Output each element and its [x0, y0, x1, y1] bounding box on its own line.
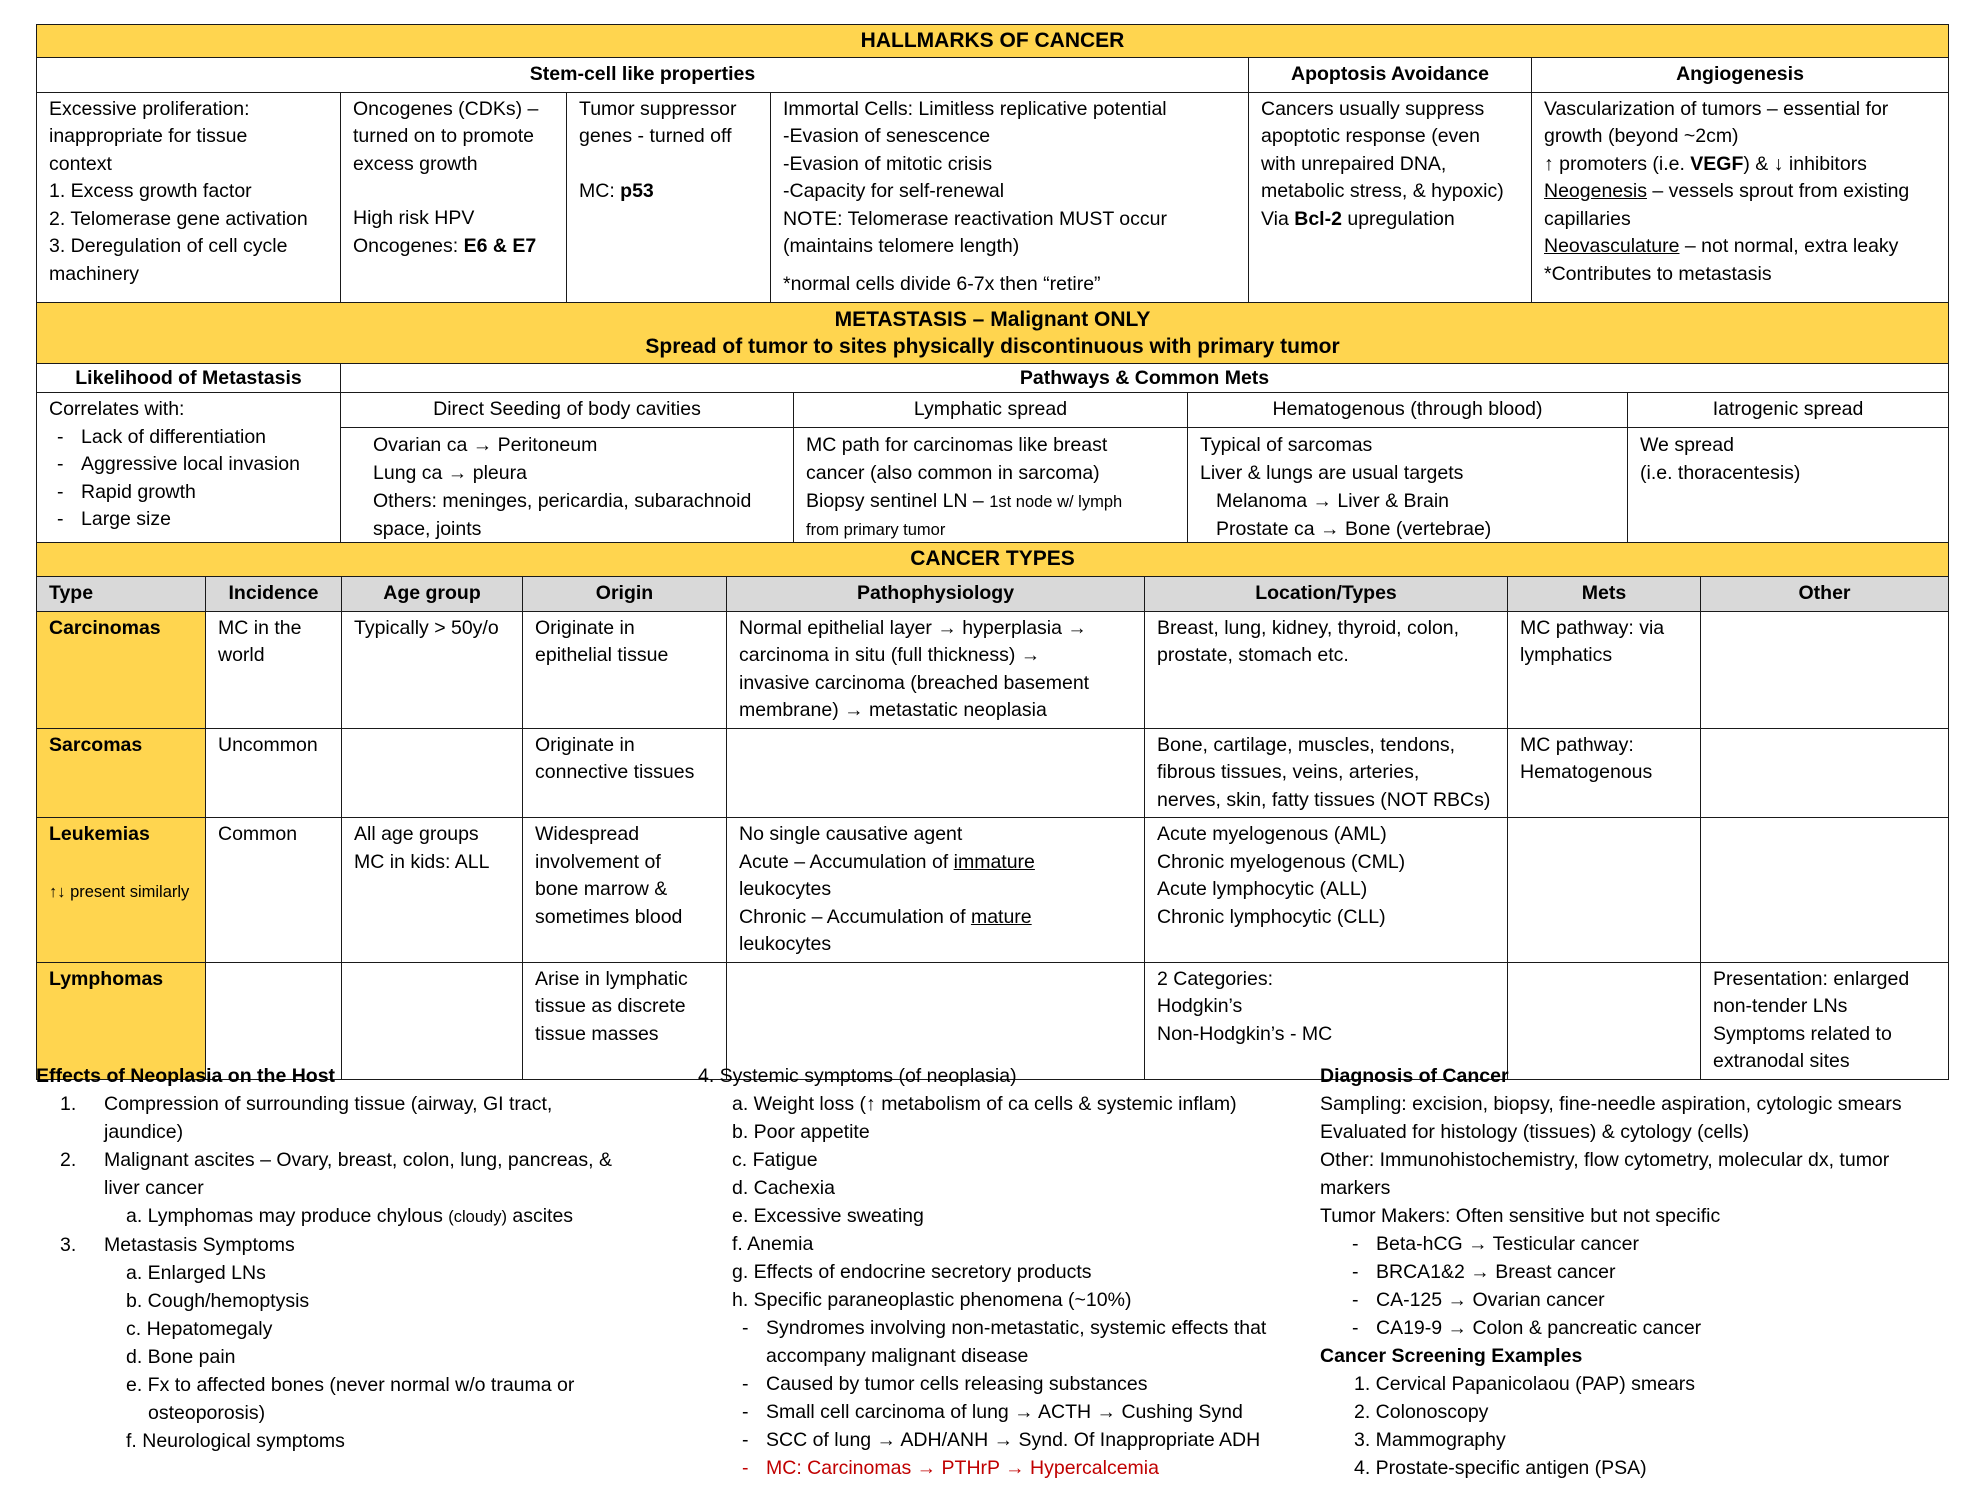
- oncogenes-label: Oncogenes:: [353, 234, 464, 257]
- systemic-red-dash: - MC: Carcinomas → PTHrP → Hypercalcemia: [734, 1454, 1318, 1482]
- systemic-dash: - Caused by tumor cells releasing substances: [734, 1370, 1318, 1398]
- immortal-line: -Evasion of senescence: [783, 125, 991, 147]
- cell-other: [1701, 611, 1949, 728]
- angio-text: ) & ↓ inhibitors: [1743, 152, 1867, 175]
- direct-line: Others: meninges, pericardia, subarachnoid: [373, 489, 752, 512]
- effects-small: (cloudy): [448, 1208, 507, 1226]
- angio-text: ↑ promoters (i.e.: [1544, 152, 1691, 175]
- lymph-small-line: from primary tumor: [806, 520, 946, 539]
- diagnosis-line: markers: [1320, 1177, 1391, 1199]
- proliferation-line: Excessive proliferation:: [49, 97, 250, 120]
- suppressor-line: Tumor suppressor: [579, 97, 737, 120]
- cell-line: MC in the: [218, 616, 302, 639]
- hemato-line: Typical of sarcomas: [1200, 433, 1373, 456]
- hemato-line: Liver & lungs are usual targets: [1200, 461, 1464, 484]
- systemic-item: c. Fatigue: [732, 1149, 818, 1171]
- hematogenous-header: Hematogenous (through blood): [1188, 393, 1628, 428]
- direct-seeding-cell: [341, 427, 794, 547]
- cell-line: nerves, skin, fatty tissues (NOT RBCs): [1157, 788, 1491, 811]
- angio-line: Vascularization of tumors – essential for: [1544, 97, 1889, 120]
- cell-age: Typically > 50y/o: [342, 611, 523, 728]
- type-sarcomas: Sarcomas: [37, 728, 206, 818]
- diagnosis-line: Sampling: excision, biopsy, fine-needle aspiration, cytologic smears: [1320, 1093, 1902, 1115]
- correlate-item: - Large size: [49, 506, 328, 534]
- effects-sub: d. Bone pain: [126, 1346, 236, 1368]
- effects-num: 1.: [60, 1093, 77, 1115]
- cell-age: [342, 728, 523, 818]
- cell-line: leukocytes: [739, 933, 832, 955]
- cell-line: involvement of: [535, 850, 661, 873]
- iatrogenic-header: Iatrogenic spread: [1628, 393, 1949, 428]
- cell-incidence: Common: [206, 818, 342, 963]
- hematogenous-cell: [1188, 427, 1628, 547]
- systemic-item: f. Anemia: [732, 1233, 814, 1255]
- cell-origin: [523, 728, 727, 818]
- effects-sub: osteoporosis): [148, 1402, 266, 1424]
- table-row: [37, 818, 1949, 963]
- marker-item: - CA-125 → Ovarian cancer: [1344, 1286, 1950, 1314]
- proliferation-cell: [37, 92, 341, 306]
- type-leukemias: [37, 818, 206, 963]
- hemato-line: Prostate ca → Bone (vertebrae): [1216, 517, 1492, 540]
- effects-num: 2.: [60, 1149, 77, 1171]
- effects-item: [36, 1231, 696, 1455]
- oncogenes-line: High risk HPV: [353, 207, 475, 229]
- effects-item: [36, 1146, 696, 1231]
- cell-line: No single causative agent: [739, 823, 963, 845]
- cell-line: world: [218, 644, 265, 666]
- systemic-item: g. Effects of endocrine secretory products: [732, 1261, 1092, 1283]
- direct-line: Lung ca → pleura: [373, 461, 527, 484]
- effects-sub: c. Hepatomegaly: [126, 1318, 273, 1340]
- cell-patho: [727, 728, 1145, 818]
- effects-line: Malignant ascites – Ovary, breast, colon, lung, pancreas, &: [104, 1149, 612, 1171]
- cell-line: All age groups: [354, 823, 479, 845]
- proliferation-line: 1. Excess growth factor: [49, 180, 252, 202]
- immortal-line: -Evasion of mitotic crisis: [783, 152, 993, 175]
- cell-other: [1701, 818, 1949, 963]
- col-header-other: Other: [1701, 577, 1949, 612]
- oncogenes-line: turned on to promote: [353, 125, 535, 147]
- effects-num: 3.: [60, 1234, 77, 1256]
- cell-mets: [1508, 818, 1701, 963]
- cell-line: Chronic lymphocytic (CLL): [1157, 905, 1386, 928]
- suppressor-cell: [567, 92, 771, 306]
- proliferation-line: machinery: [49, 262, 139, 285]
- proliferation-line: inappropriate for tissue: [49, 125, 248, 147]
- cell-mets: [1508, 728, 1701, 818]
- cell-line: extranodal sites: [1713, 1050, 1850, 1072]
- iatrogenic-cell: [1628, 427, 1949, 547]
- immortal-note: *normal cells divide 6-7x then “retire”: [783, 272, 1101, 295]
- immortal-line: NOTE: Telomerase reactivation MUST occur: [783, 207, 1167, 230]
- cell-origin: [523, 818, 727, 963]
- apoptosis-cell: [1249, 92, 1532, 306]
- cell-patho: [727, 611, 1145, 728]
- type-carcinomas: Carcinomas: [37, 611, 206, 728]
- effects-section: [36, 1062, 696, 1455]
- marker-item: - Beta-hCG → Testicular cancer: [1344, 1230, 1950, 1258]
- effects-line: liver cancer: [104, 1177, 204, 1199]
- effects-sub: b. Cough/hemoptysis: [126, 1290, 310, 1312]
- cell-line: sometimes blood: [535, 905, 683, 928]
- systemic-item: b. Poor appetite: [732, 1121, 870, 1143]
- marker-item: - CA19-9 → Colon & pancreatic cancer: [1344, 1314, 1950, 1342]
- immortal-cell: [771, 92, 1249, 306]
- apoptosis-text: Via: [1261, 207, 1295, 230]
- immortal-line: Immortal Cells: Limitless replicative potential: [783, 97, 1167, 120]
- diagnosis-line: Evaluated for histology (tissues) & cytology (cells): [1320, 1121, 1750, 1143]
- correlates-label: Correlates with:: [49, 398, 185, 420]
- stem-cell-header: Stem-cell like properties: [37, 58, 1249, 93]
- effects-sub: f. Neurological symptoms: [126, 1430, 345, 1452]
- cell-line: non-tender LNs: [1713, 995, 1848, 1017]
- lymph-text: Biopsy sentinel LN –: [806, 489, 990, 512]
- systemic-section: [698, 1062, 1318, 1482]
- angio-underline: Neogenesis: [1544, 180, 1647, 202]
- cell-line: Presentation: enlarged: [1713, 967, 1910, 990]
- cell-text: Chronic – Accumulation of: [739, 905, 971, 928]
- angio-bold: VEGF: [1690, 152, 1744, 175]
- cell-line: prostate, stomach etc.: [1157, 644, 1349, 666]
- systemic-dash: - Syndromes involving non-metastatic, systemic effects that: [734, 1314, 1318, 1342]
- systemic-item: a. Weight loss (↑ metabolism of ca cells & systemic inflam): [732, 1093, 1237, 1115]
- systemic-item: e. Excessive sweating: [732, 1205, 924, 1227]
- lymphatic-header: Lymphatic spread: [794, 393, 1188, 428]
- iatro-line: (i.e. thoracentesis): [1640, 461, 1801, 484]
- cell-age: [342, 818, 523, 963]
- cell-origin: [523, 611, 727, 728]
- lymph-line: cancer (also common in sarcoma): [806, 461, 1100, 484]
- cell-line: fibrous tissues, veins, arteries,: [1157, 761, 1420, 783]
- cell-text: Acute – Accumulation of: [739, 850, 954, 873]
- apoptosis-header: Apoptosis Avoidance: [1249, 58, 1532, 93]
- diagnosis-line: Tumor Makers: Often sensitive but not specific: [1320, 1205, 1721, 1227]
- angiogenesis-header: Angiogenesis: [1532, 58, 1949, 93]
- proliferation-line: 2. Telomerase gene activation: [49, 207, 308, 230]
- cell-line: Acute lymphocytic (ALL): [1157, 878, 1368, 900]
- cell-line: Originate in: [535, 616, 635, 639]
- lymph-line: MC path for carcinomas like breast: [806, 433, 1108, 456]
- cell-line: Hodgkin’s: [1157, 995, 1243, 1017]
- oncogenes-line: excess growth: [353, 152, 478, 175]
- col-header-patho: Pathophysiology: [727, 577, 1145, 612]
- col-header-age: Age group: [342, 577, 523, 612]
- diagnosis-line: Other: Immunohistochemistry, flow cytometry, molecular dx, tumor: [1320, 1149, 1890, 1171]
- cell-line: Hematogenous: [1520, 761, 1653, 783]
- hallmarks-title: HALLMARKS OF CANCER: [37, 25, 1949, 58]
- cell-line: lymphatics: [1520, 644, 1613, 666]
- lymph-small: 1st node w/ lymph: [989, 492, 1123, 511]
- angio-text: – not normal, extra leaky: [1679, 235, 1899, 257]
- cell-line: leukocytes: [739, 878, 832, 900]
- cell-line: invasive carcinoma (breached basement: [739, 671, 1090, 694]
- effects-line: Metastasis Symptoms: [104, 1234, 295, 1256]
- screening-item: 2. Colonoscopy: [1354, 1401, 1489, 1423]
- cell-patho: [727, 818, 1145, 963]
- oncogenes-bold: E6 & E7: [463, 234, 537, 257]
- cell-line: tissue as discrete: [535, 995, 686, 1017]
- cancer-types-table: [36, 542, 1949, 1080]
- apoptosis-line: metabolic stress, & hypoxic): [1261, 180, 1504, 202]
- angio-line: growth (beyond ~2cm): [1544, 125, 1739, 147]
- angio-line: *Contributes to metastasis: [1544, 262, 1772, 285]
- cell-line: 2 Categories:: [1157, 967, 1273, 990]
- table-row: [37, 728, 1949, 818]
- effects-item: [36, 1090, 696, 1146]
- direct-line: Ovarian ca → Peritoneum: [373, 433, 598, 456]
- cell-incidence: [206, 611, 342, 728]
- cell-line: Arise in lymphatic: [535, 967, 688, 990]
- systemic-title: 4. Systemic symptoms (of neoplasia): [698, 1065, 1017, 1087]
- correlate-item: - Lack of differentiation: [49, 424, 328, 452]
- cell-line: carcinoma in situ (full thickness) →: [739, 644, 1041, 666]
- cell-location: [1145, 818, 1508, 963]
- screening-item: 1. Cervical Papanicolaou (PAP) smears: [1354, 1373, 1696, 1395]
- cell-line: Originate in: [535, 733, 635, 756]
- effects-line: Compression of surrounding tissue (airway, GI tract,: [104, 1093, 553, 1115]
- col-header-type: Type: [37, 577, 206, 612]
- screening-title: Cancer Screening Examples: [1320, 1345, 1583, 1367]
- effects-sub: a. Enlarged LNs: [126, 1262, 266, 1284]
- suppressor-bold: p53: [620, 179, 654, 202]
- systemic-dash: - SCC of lung → ADH/ANH → Synd. Of Inappropriate ADH: [734, 1426, 1318, 1454]
- likelihood-header: Likelihood of Metastasis: [37, 364, 341, 393]
- cell-line: Bone, cartilage, muscles, tendons,: [1157, 733, 1456, 756]
- systemic-item: h. Specific paraneoplastic phenomena (~10%): [732, 1289, 1132, 1311]
- proliferation-line: 3. Deregulation of cell cycle: [49, 235, 288, 257]
- effects-sub: e. Fx to affected bones (never normal w/o trauma or: [126, 1374, 575, 1396]
- hallmarks-table: [36, 24, 1949, 307]
- metastasis-table: [36, 302, 1949, 548]
- correlate-item: - Rapid growth: [49, 479, 328, 507]
- systemic-dash-cont: accompany malignant disease: [766, 1345, 1029, 1367]
- apoptosis-line: apoptotic response (even: [1261, 125, 1480, 147]
- correlate-item: - Aggressive local invasion: [49, 451, 328, 479]
- cell-incidence: Uncommon: [206, 728, 342, 818]
- suppressor-line: genes - turned off: [579, 125, 732, 147]
- cancer-types-title: CANCER TYPES: [37, 543, 1949, 577]
- table-row: [37, 611, 1949, 728]
- cell-line: Non-Hodgkin’s - MC: [1157, 1022, 1333, 1045]
- cell-line: MC pathway: via: [1520, 616, 1665, 639]
- apoptosis-bold: Bcl-2: [1294, 207, 1342, 230]
- cell-line: bone marrow &: [535, 878, 668, 900]
- oncogenes-line: Oncogenes (CDKs) –: [353, 97, 539, 120]
- cell-line: Widespread: [535, 823, 640, 845]
- cell-other: [1701, 728, 1949, 818]
- screening-item: 4. Prostate-specific antigen (PSA): [1354, 1457, 1647, 1479]
- cell-mets: [1508, 611, 1701, 728]
- angio-underline: Neovasculature: [1544, 235, 1680, 257]
- apoptosis-text: upregulation: [1341, 207, 1455, 230]
- pathways-header: Pathways & Common Mets: [341, 364, 1949, 393]
- cell-location: [1145, 728, 1508, 818]
- metastasis-title: [37, 303, 1949, 364]
- cell-line: Breast, lung, kidney, thyroid, colon,: [1157, 616, 1460, 639]
- cell-line: MC in kids: ALL: [354, 850, 490, 873]
- cell-line: MC pathway:: [1520, 733, 1634, 756]
- col-header-location: Location/Types: [1145, 577, 1508, 612]
- cell-line: epithelial tissue: [535, 644, 669, 666]
- diagnosis-section: [1320, 1062, 1950, 1482]
- cell-line: tissue masses: [535, 1022, 659, 1045]
- cell-line: membrane) → metastatic neoplasia: [739, 699, 1047, 721]
- type-label: Leukemias: [49, 823, 150, 845]
- systemic-dash: - Small cell carcinoma of lung → ACTH → Cushing Synd: [734, 1398, 1318, 1426]
- effects-text: a. Lymphomas may produce chylous: [126, 1205, 449, 1227]
- correlates-cell: [37, 393, 341, 548]
- direct-line: space, joints: [373, 517, 482, 540]
- immortal-line: -Capacity for self-renewal: [783, 180, 1005, 202]
- cell-underline: immature: [953, 850, 1035, 873]
- angiogenesis-cell: [1532, 92, 1949, 306]
- apoptosis-line: with unrepaired DNA,: [1261, 152, 1447, 175]
- hemato-line: Melanoma → Liver & Brain: [1216, 489, 1450, 512]
- cell-line: Chronic myelogenous (CML): [1157, 850, 1406, 873]
- col-header-origin: Origin: [523, 577, 727, 612]
- type-lymphomas: Lymphomas: [37, 962, 206, 1079]
- metastasis-subtitle: Spread of tumor to sites physically discontinuous with primary tumor: [645, 335, 1340, 358]
- screening-item: 3. Mammography: [1354, 1429, 1506, 1451]
- cell-underline: mature: [970, 905, 1032, 928]
- cell-line: Acute myelogenous (AML): [1157, 823, 1387, 845]
- systemic-item: d. Cachexia: [732, 1177, 835, 1199]
- effects-title: Effects of Neoplasia on the Host: [36, 1065, 336, 1087]
- oncogenes-cell: [341, 92, 567, 306]
- col-header-incidence: Incidence: [206, 577, 342, 612]
- diagnosis-title: Diagnosis of Cancer: [1320, 1065, 1509, 1087]
- angio-line: capillaries: [1544, 207, 1631, 230]
- cell-line: Symptoms related to: [1713, 1022, 1892, 1045]
- suppressor-label: MC:: [579, 179, 621, 202]
- proliferation-line: context: [49, 152, 112, 175]
- metastasis-title-line: METASTASIS – Malignant ONLY: [834, 308, 1151, 331]
- cell-line: Normal epithelial layer → hyperplasia →: [739, 616, 1087, 639]
- angio-text: – vessels sprout from existing: [1646, 180, 1910, 202]
- leukemias-note: ↑↓ present similarly: [49, 882, 190, 901]
- lymphatic-cell: [794, 427, 1188, 547]
- direct-seeding-header: Direct Seeding of body cavities: [341, 393, 794, 428]
- marker-item: - BRCA1&2 → Breast cancer: [1344, 1258, 1950, 1286]
- effects-text: ascites: [506, 1205, 574, 1227]
- immortal-line: (maintains telomere length): [783, 235, 1020, 257]
- effects-line: jaundice): [104, 1121, 184, 1143]
- apoptosis-line: Cancers usually suppress: [1261, 97, 1485, 120]
- cell-line: connective tissues: [535, 761, 695, 783]
- iatro-line: We spread: [1640, 433, 1734, 456]
- cell-location: [1145, 611, 1508, 728]
- col-header-mets: Mets: [1508, 577, 1701, 612]
